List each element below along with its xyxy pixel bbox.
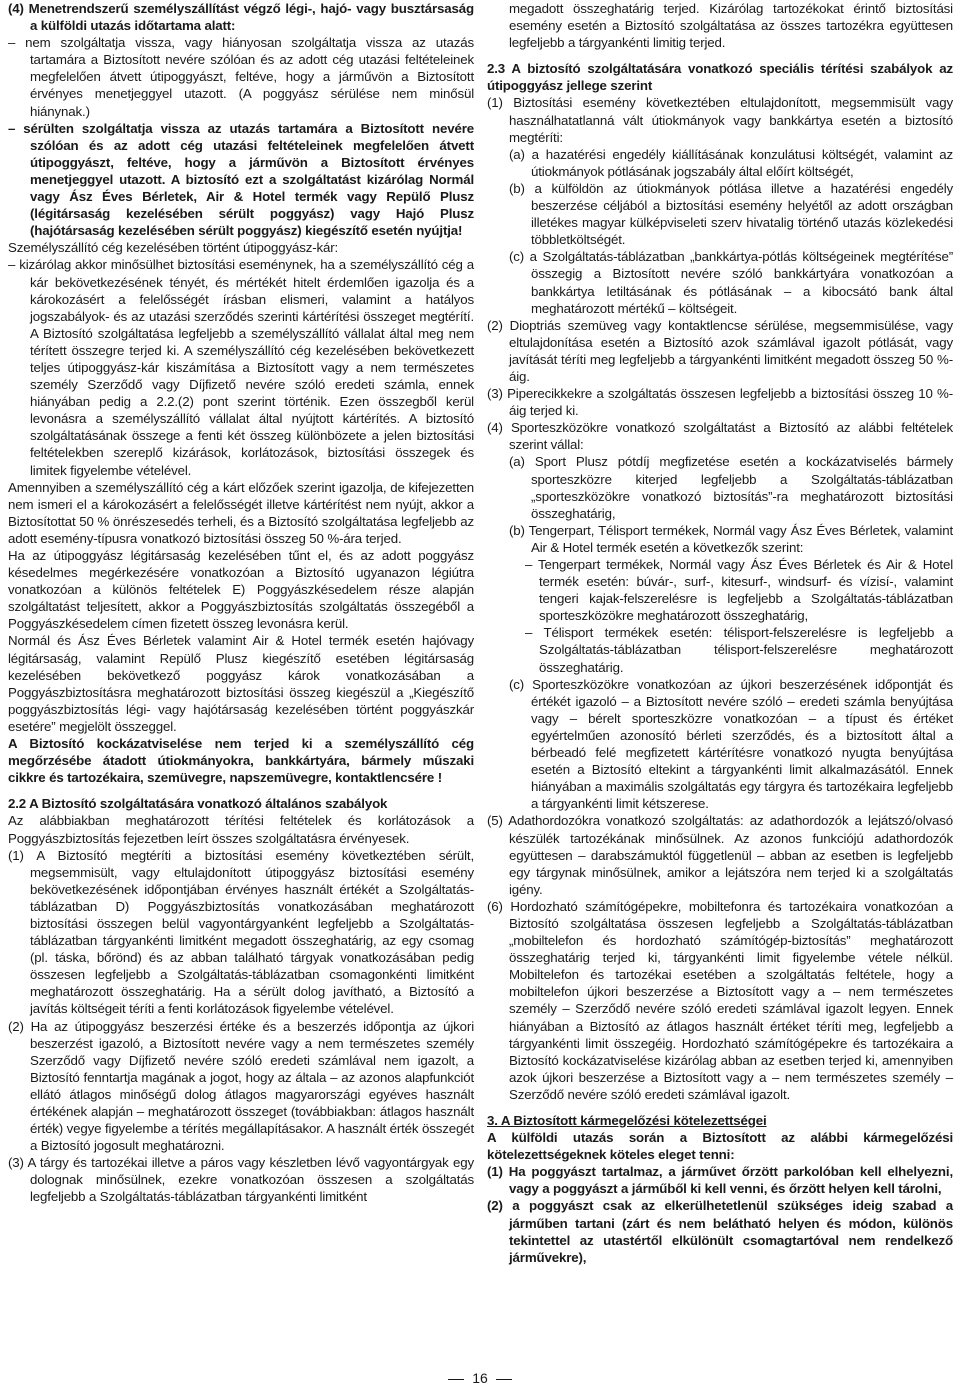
paragraph-airline-loss: Ha az útipoggyász légitársaság kezelésében tűnt el, és az adott poggyász késedelmes megérkezésére vonatkozóan a Biztosító ugyanazon légiútra vonatkozóan a különös feltételek E) Poggyászkésedelem része alapján szolgáltatást teljesített, akkor a Poggyászbiztosítás szolgáltatás összegéből a Poggyászkésedelem címen fizetett összeg levonásra kerül. [8, 548, 474, 632]
section-4-dash-2: – sérülten szolgáltatja vissza az utazás tartamára a Biztosított nevére szólóan és az adott cég utazási feltételeinek megfelelően átvett útipoggyászt, feltéve, hogy a járművön a Biztosított érvényes menetjeggyel utazott. A biztosító ezt a szolgáltatást kizárólag Normál vagy Ász Éves Bérletek, Air & Hotel termék vagy Repülő Plusz (légitársaság kezelésében sérült poggyász) vagy Hajó Plusz (hajótársaság kezelésében sérült poggyász) kiegészítő esetén nyújtja! [8, 120, 474, 239]
page-number [0, 1370, 960, 1386]
spacer [8, 786, 474, 795]
paragraph-season-pass: Normál és Ász Éves Bérletek valamint Air & Hotel termék esetén hajóvagy légitársaság, valamint Repülő Plusz kiegészítő esetében légitársaság kezelésében bekövetkező poggyász károk vonatkozásában a Poggyászbiztosításra meghatározott biztosítási összeg kiegészül a „Kiegészítő poggyászbiztosítás légi- vagy hajótársaság kezelésében történt poggyászkár esetére” megjelölt összeggel. [8, 633, 474, 734]
section-2-3-item-4b: (b) Tengerpart, Télisport termékek, Normál vagy Ász Éves Bérletek, valamint Air & Hotel termék esetén a következők szerint: [509, 522, 953, 555]
section-3-item-2: (2) a poggyászt csak az elkerülhetetlenül szükséges ideig szabad a járműben tartani (zárt és nem belátható helyen és módon, különös tekintettel az utastértől elkülönült csomagtartóval nem rendelkező járművekre), [487, 1198, 953, 1265]
page-number-rule-left [448, 1379, 464, 1380]
section-2-3-item-2: (2) Dioptriás szemüveg vagy kontaktlencse sérülése, megsemmisülése, vagy eltulajdonítása esetén a Biztosító azok számlával igazolt pótlását, vagy javítását téríti meg legfeljebb a tárgyankénti limitként megadott összeg 50 %-áig. [487, 317, 953, 384]
page-number-rule-right [496, 1379, 512, 1380]
section-2-2-item-3: (3) A tárgy és tartozékai illetve a páros vagy készletben lévő vagyontárgyak egy dolognak minősülnek, ezekre vonatkozóan összesen a szolgáltatás legfeljebb a Szolgáltatás-táblázatban tárgyankénti limitként [8, 1155, 474, 1205]
section-2-3-item-1a: (a) a hazatérési engedély kiállításának konzulátusi költségét, valamint az útiokmányok pótlásának jogszabály által előírt költségét, [509, 146, 953, 179]
section-2-3-item-4a: (a) Sport Plusz pótdíj megfizetése esetén a kockázatviselés bármely sporteszközre kiterjed legfeljebb a Szolgáltatás-táblázatban „sporteszközökre vonatkozó biztosítás”-ra meghatározott biztosítási összeghatárig, [509, 454, 953, 521]
section-2-3-item-4c: (c) Sporteszközökre vonatkozóan az újkori beszerzésének időpontját és értékét igazoló – a Biztosított nevére szóló – eredeti számla benyújtása vagy – bérelt sporteszközre vonatkozóan – a típust és értéket egyértelműen azonosító bérleti szerződés, és a biztosított által a bérbeadó felé megfizetett kártérítésre vonatkozó nyugta benyújtása esetén a Biztosító eltekint a tárgyankénti limit alkalmazásától. Ennek hiányában a maximális szolgáltatás egy tárgyra és tartozékaira legfeljebb a tárgyankénti limit kétszerese. [509, 676, 953, 812]
section-2-3-item-1b: (b) a külföldön az útiokmányok pótlása illetve a hazatérési engedély beszerzése céljából a biztosítási esemény helyétől az adott országban illetékes magyar külképviseleti szerv hivatalig történő utazás közlekedési többletköltségét. [509, 180, 953, 248]
section-2-3-item-4b-dash-1: – Tengerpart termékek, Normál vagy Ász Éves Bérletek és Air & Hotel termék esetén: búvár-, surf-, kitesurf-, windsurf- és vízisí-, valamint tengeri kajak-felszerelésre is legfeljebb a Szolgáltatás-táblázatban sporteszközökre meghatározott összeghatárig, [525, 557, 953, 624]
section-2-2-intro: Az alábbiakban meghatározott térítési feltételek és korlátozások a Poggyászbiztosítás fejezetben leírt összes szolgáltatásra érvényesek. [8, 813, 474, 846]
section-2-3-item-4b-dash-2: – Télisport termékek esetén: télisport-felszerelésre is legfeljebb a Szolgáltatás-táblázatban télisport-felszerelésre meghatározott összeghatárig. [525, 625, 953, 675]
section-2-3-item-1c: (c) a Szolgáltatás-táblázatban „bankkártya-pótlás költségeinek megtérítése” összegig a Biztosított nevére szóló bankkártyára vonatkozóan a bankkártya letiltásának és pótlásának – a kibocsátó bank által meghatározott mértékű – költségeit. [509, 249, 953, 316]
section-2-3-item-1: (1) Biztosítási esemény következtében eltulajdonított, megsemmisült vagy használhatatlanná vált útiokmányok vagy bankkártya esetén a biztosító megtéríti: [487, 95, 953, 145]
section-4-heading: (4) Menetrendszerű személyszállítást végző légi-, hajó- vagy busztársaság a külföldi utazás időtartama alatt: [8, 1, 474, 34]
section-3-heading: 3. A Biztosított kármegelőzési kötelezettségei [487, 1113, 767, 1128]
section-2-2-item-2: (2) Ha az útipoggyász beszerzési értéke és a beszerzés időpontja az újkori beszerzést igazoló, a Biztosított nevére vagy a nem természetes személy Szerződő vagy Díjfizető nevére szóló eredeti számlával nem igazolt, a Biztosító fenntartja magának a jogot, hogy az általa – az azonos alapfunkciót ellátó átlagos minőségű dolog átlagos magyarországi egyéves használt értékének alapján – meghatározott összeget (továbbiakban: átlagos használt érték) vegye figyelembe a térítés megállapításakor. A használt érték összegét a Biztosító jogosult meghatározni. [8, 1018, 474, 1154]
page-number-value: 16 [472, 1370, 488, 1386]
paragraph-exclusions: A Biztosító kockázatviselése nem terjed ki a személyszállító cég megőrzésébe átadott útiokmányokra, bankkártyára, bármely műszaki cikkre és tartozékaira, szemüvegre, napszemüvegre, kontaktlencsére ! [8, 736, 474, 786]
section-2-3-item-6: (6) Hordozható számítógépekre, mobiltefonra és tartozékaira vonatkozóan a Biztosító szolgáltatása összesen legfeljebb a Szolgáltatás-táblázatban „mobiltelefon és hordozható számítógép-biztosítás” meghatározott összeghatárig terjed ki, tárgyankénti limit figyelembe vétele nélkül. Mobiltelefon és tartozékai esetében a szolgáltatás feltétele, hogy a mobiltelefon újkori beszerzése a Biztosított vagy a – nem természetes személy – Szerződő nevére szóló eredeti számlával igazolt legyen. Ennek hiányában a Biztosító az átlagos használt értéket téríti meg, legfeljebb a tárgyankénti limit összegéig. Hordozható számítógépekre és tartozékaira a Biztosító kockázatviselése kizárólag abban az esetben terjed ki, amennyiben azok újkori beszerzése a Biztosított vagy a – nem természetes személy – Szerződő nevére szóló eredeti számlával igazolt. [487, 898, 953, 1102]
section-2-3-heading: 2.3 A biztosító szolgáltatására vonatkozó speciális térítési szabályok az útipoggyász jellege szerint [487, 61, 953, 94]
spacer [487, 1103, 953, 1112]
carrier-damage-dash: – kizárólag akkor minősülhet biztosítási eseménynek, ha a személyszállító cég a kár bekövetkezésének tényét, és mértékét hitelt érdemlően igazolja és a károkozásért a felelősségét írásban elismeri, valamint a hatályos jogszabályok- és az utazási szerződés szerinti kártérítési összeget megtérítí. A Biztosító szolgáltatása legfeljebb a személyszállító vállalat által meg nem térített összegre terjed ki. A személyszállító cég kezelésében bekövetkezett teljes útipoggyász-kár kiszámítása a Biztosított vagy a nem természetes személy Szerződő vagy Díjfizető nevére szóló eredeti számla, ennek hiányában pedig a 2.2.(2) pont szerint történik. Ezen összegből kerül levonásra a személyszállító vállalat által nyújtott kártérítés. A biztosító szolgáltatásának összege a fenti két összeg különbözete a jelen biztosítási feltételekben szereplő kizárások, korlátozások, biztosítási összegek és limitek figyelembe vételével. [8, 257, 474, 478]
section-2-3-item-4: (4) Sporteszközökre vonatkozó szolgáltatást a Biztosító az alábbi feltételek szerint vállal: [487, 420, 953, 453]
left-column [8, 0, 474, 1206]
section-2-2-item-1: (1) A Biztosító megtéríti a biztosítási esemény következtében sérült, megsemmisült, vagy eltulajdonított útipoggyász biztosítási esemény bekövetkezésének időpontjában érvényes használt értékét a Szolgáltatás-táblázatban D) Poggyászbiztosítás vonatkozásában meghatározott biztosítási összegen belül vagyontárgyanként legfeljebb a Szolgáltatás-táblázatban tárgyankénti limitként megadott összeghatárig, az egy csomag (pl. táska, bőrönd) és az abban található tárgyak vonatkozásában pedig összesen legfeljebb a Szolgáltatás-táblázatban csomagonkénti limitként meghatározott összeghatárig. Ha a sérült dolog javítható, a Biztosító a javítás költségeit téríti a fenti korlátozások figyelembe vételével. [8, 847, 474, 1017]
section-4-dash-1: – nem szolgáltatja vissza, vagy hiányosan szolgáltatja vissza az utazás tartamára a Biztosított nevére szólóan és az adott cég utazási feltételeinek megfelelően átvett útipoggyászt, feltéve, hogy a járművön a Biztosított érvényes menetjeggyel utazott. (A poggyász sérülése nem minősül hiánynak.) [8, 35, 474, 119]
section-3-item-1: (1) Ha poggyászt tartalmaz, a járművet őrzött parkolóban kell elhelyezni, vagy a poggyászt a járműből ki kell venni, és őrzött helyen kell tárolni, [487, 1164, 953, 1197]
continued-item-3: megadott összeghatárig terjed. Kizárólag tartozékokat érintő biztosítási esemény esetén a Biztosító szolgáltatása az összes tartozékra együttesen legfeljebb a tárgyankénti limitig terjed. [509, 1, 953, 51]
paragraph-partial-recognition: Amennyiben a személyszállító cég a kárt előzőek szerint igazolja, de kifejezetten nem ismeri el a károkozásért a felelősségét illetve kártérítést nem nyújt, akkor a Biztosítottat 50 % önrészesedés terheli, és a Biztosító szolgáltatása legfeljebb az adott esemény-típusra vonatkozó biztosítási összeg 50 %-ára terjed. [8, 479, 474, 546]
carrier-damage-intro: Személyszállító cég kezelésében történt útipoggyász-kár: [8, 240, 339, 256]
right-column [487, 0, 953, 1266]
spacer [487, 51, 953, 60]
section-3-intro: A külföldi utazás során a Biztosított az alábbi kármegelőzési kötelezettségeknek köteles eleget tenni: [487, 1130, 953, 1163]
section-2-3-item-3: (3) Piperecikkekre a szolgáltatás összesen legfeljebb a biztosítási összeg 10 %-áig terjed ki. [487, 386, 953, 419]
section-2-2-heading: 2.2 A Biztosító szolgáltatására vonatkozó általános szabályok [8, 796, 388, 812]
section-2-3-item-5: (5) Adathordozókra vonatkozó szolgáltatás: az adathordozók a lejátszó/olvasó készülék tartozékának minősülnek. Az azonos funkciójú adathordozók együttesen – darabszámuktól függetlenül – abban az esetben is legfeljebb egy tárgynak minősülnek, amikor a lejátszóra nem terjed ki a szolgáltatás igény. [487, 813, 953, 897]
